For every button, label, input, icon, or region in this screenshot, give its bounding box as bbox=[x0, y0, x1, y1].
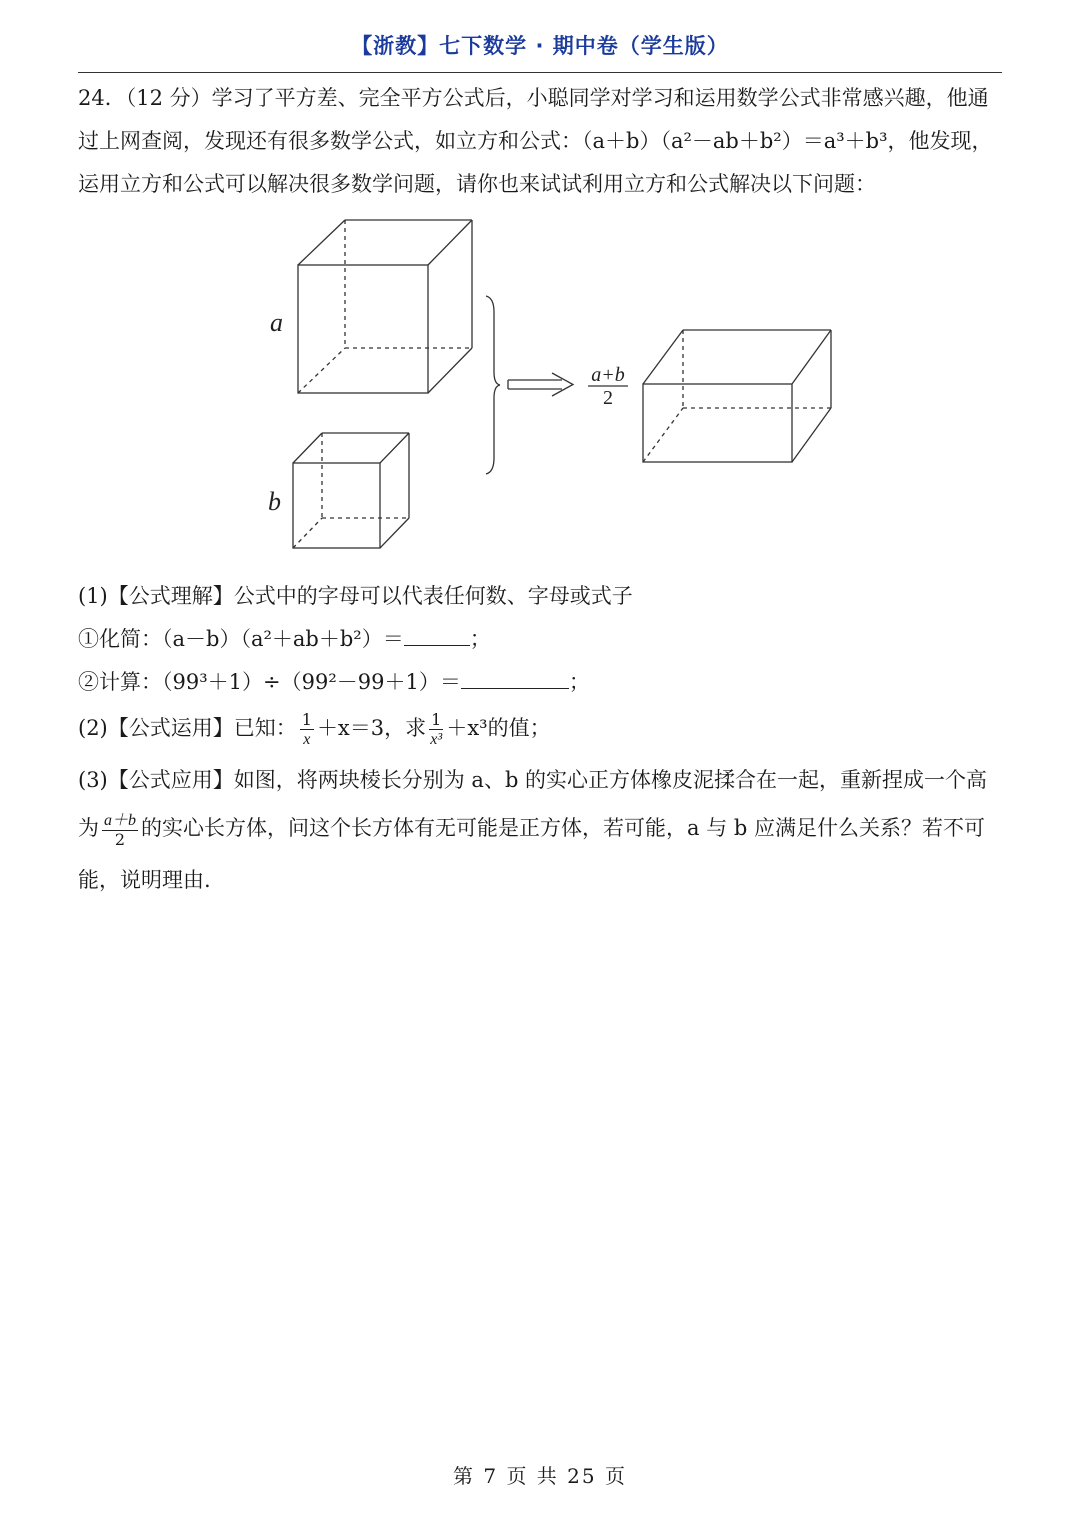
figure-frac-denominator: 2 bbox=[603, 387, 613, 409]
fraction-a-plus-b-over-2 bbox=[102, 811, 138, 849]
part3-line2-prefix: 为 bbox=[78, 816, 99, 840]
part2-equation: ＋x＝3，求 bbox=[316, 716, 427, 740]
label-a: a bbox=[270, 308, 283, 337]
part3-line2-rest: 的实心长方体，问这个长方体有无可能是正方体，若可能，a 与 b 应满足什么关系？若不可 bbox=[141, 816, 986, 840]
part2-suffix: 的值； bbox=[487, 716, 551, 740]
cube-b bbox=[293, 433, 409, 548]
item2-label: ②计算： bbox=[78, 670, 162, 694]
right-brace bbox=[486, 296, 500, 474]
question-intro-1: 学习了平方差、完全平方公式后，小聪同学对学习和运用数学公式非常感兴趣，他通过上网查阅，发现还有很多数学公式，如立方和公式： bbox=[78, 86, 989, 153]
question-intro-2: ，他发现，运用立方和公式可以解决很多数学问题，请你也来试试利用立方和公式解决以下问题： bbox=[78, 129, 993, 196]
part3-line3: 能，说明理由. bbox=[78, 868, 211, 892]
cube-sum-formula: （a＋b）（a²－ab＋b²）＝a³＋b³ bbox=[582, 129, 888, 153]
page-header-title: 【浙教】七下数学 · 期中卷（学生版） bbox=[351, 34, 729, 58]
frac2-den: x³ bbox=[430, 730, 443, 748]
question-score: （12 分） bbox=[125, 86, 212, 110]
frac1-den: x bbox=[303, 730, 311, 748]
item1-label: ①化简： bbox=[78, 627, 162, 651]
item2-end-mark: ； bbox=[568, 670, 590, 694]
part1-title: (1)【公式理解】公式中的字母可以代表任何数、字母或式子 bbox=[78, 584, 633, 608]
question-number: 24． bbox=[78, 86, 126, 110]
item2-answer-blank[interactable] bbox=[461, 670, 569, 689]
cube-a bbox=[298, 220, 472, 393]
part2-line bbox=[78, 706, 551, 750]
item1-answer-blank[interactable] bbox=[404, 627, 470, 646]
page-footer: 第 7 页 共 25 页 bbox=[453, 1464, 627, 1488]
part2-prefix: (2)【公式运用】已知： bbox=[78, 716, 297, 740]
item2-expression: （99³＋1）÷（99²－99＋1）＝ bbox=[162, 670, 461, 694]
fraction-1-over-x bbox=[300, 711, 314, 749]
transform-arrow bbox=[508, 373, 573, 396]
frac2-num: 1 bbox=[431, 709, 442, 729]
item1-expression: （a－b）（a²＋ab＋b²）＝ bbox=[162, 627, 404, 651]
part3-frac-num: a＋b bbox=[104, 811, 137, 829]
figure-frac-numerator: a+b bbox=[591, 364, 625, 386]
part1-item2 bbox=[78, 666, 590, 696]
part2-plus-x3: ＋x³ bbox=[446, 716, 488, 740]
part3-frac-den: 2 bbox=[114, 829, 126, 849]
frac1-num: 1 bbox=[301, 709, 312, 729]
cuboid bbox=[643, 330, 831, 462]
part3-line1: (3)【公式应用】如图，将两块棱长分别为 a、b 的实心正方体橡皮泥揉合在一起，重新捏成一个高 bbox=[78, 768, 988, 792]
fraction-1-over-x3 bbox=[429, 711, 443, 749]
label-b: b bbox=[268, 487, 281, 516]
part3-line2 bbox=[78, 806, 985, 850]
part1-item1 bbox=[78, 623, 491, 653]
item1-end-mark: ； bbox=[469, 627, 491, 651]
